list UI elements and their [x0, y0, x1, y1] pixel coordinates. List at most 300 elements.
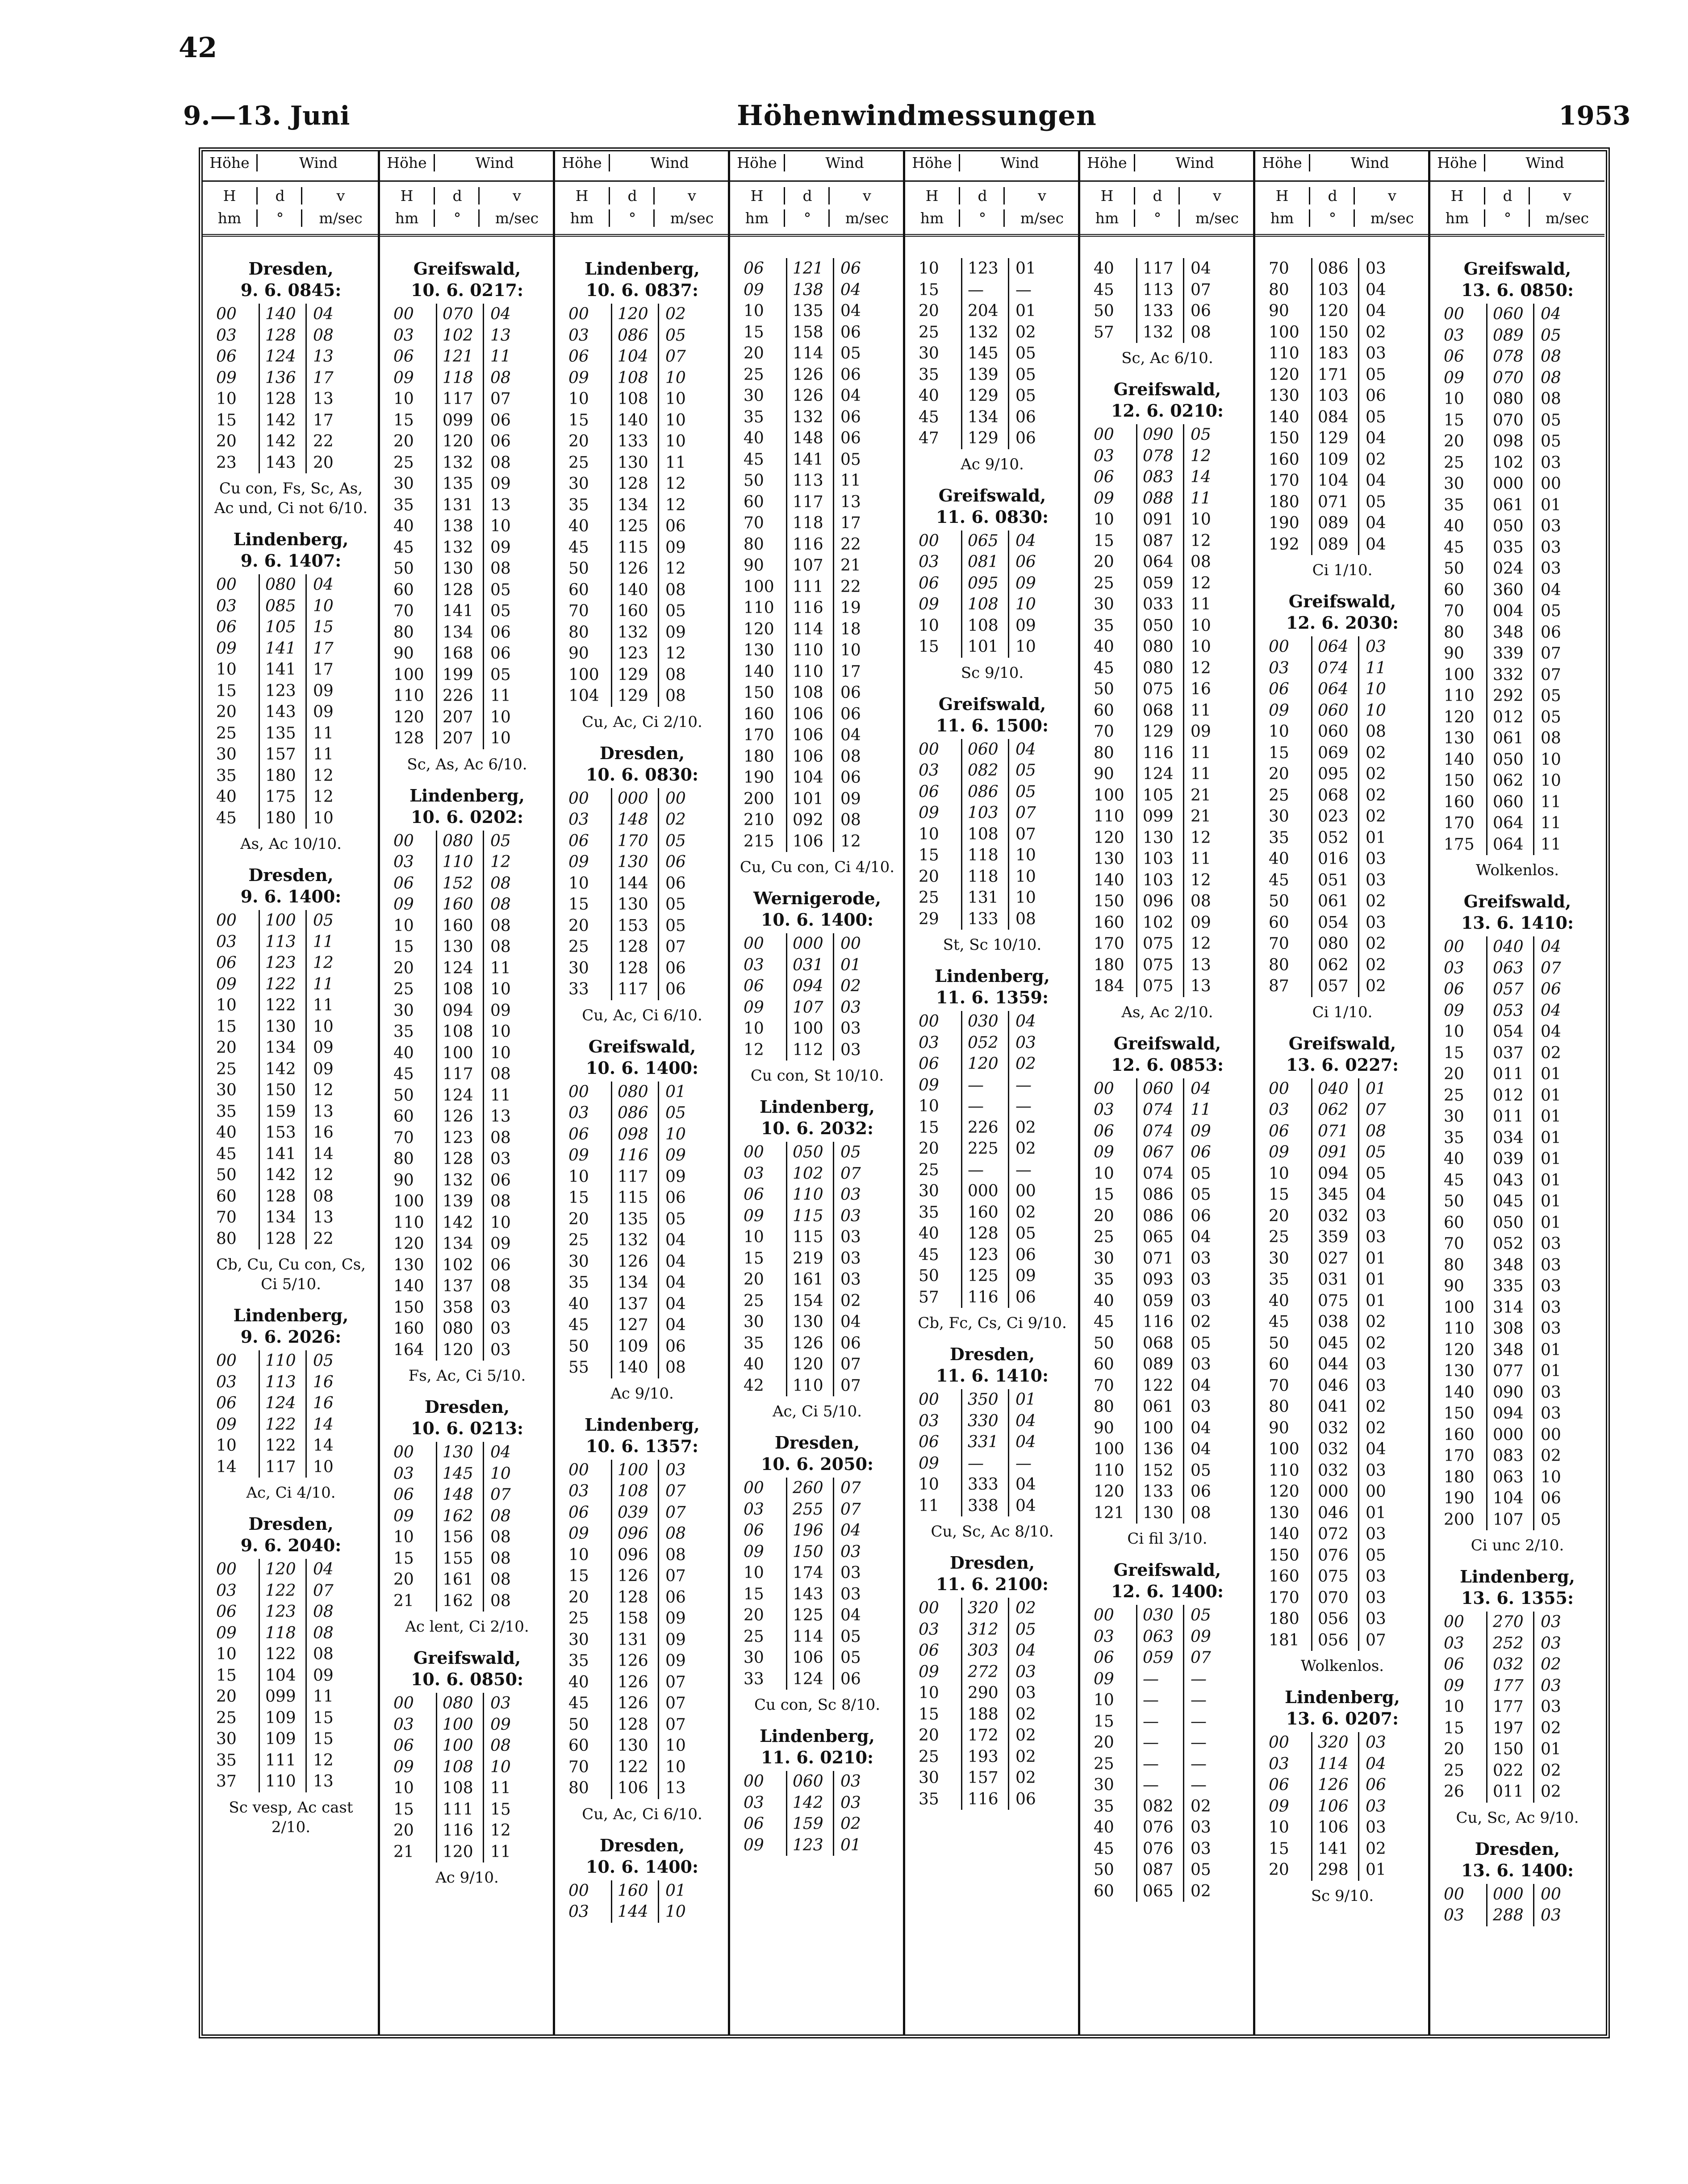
height-value: 130 — [1444, 729, 1475, 747]
header-unit-ms: m/sec — [301, 209, 379, 227]
speed-value: 06 — [833, 682, 876, 704]
direction-value: 170 — [611, 831, 658, 852]
height-value: 25 — [919, 1747, 939, 1766]
station-time: 10. 6. 1400: — [585, 1856, 699, 1877]
table-row — [216, 1457, 379, 1478]
table-row — [1094, 1503, 1254, 1524]
height-value: 50 — [1094, 302, 1114, 320]
table-row — [568, 1629, 729, 1651]
height-value: 15 — [216, 1017, 237, 1036]
direction-value: 142 — [259, 410, 305, 431]
height-value: 30 — [1094, 595, 1114, 614]
table-row — [1094, 551, 1254, 573]
table-row — [1444, 1382, 1604, 1403]
direction-value: 076 — [1311, 1545, 1358, 1566]
speed-value: 09 — [833, 789, 876, 810]
speed-value: — — [1183, 1711, 1226, 1733]
table-row — [1444, 1445, 1604, 1467]
table-row — [1269, 1754, 1429, 1775]
height-value: 80 — [1269, 1398, 1289, 1416]
table-row — [1444, 410, 1604, 431]
direction-value: 126 — [611, 1650, 658, 1672]
height-value: 60 — [568, 580, 589, 599]
height-value: 25 — [1094, 1228, 1114, 1246]
measurement-rows — [1444, 304, 1604, 855]
speed-value: 06 — [483, 643, 526, 664]
direction-value: 108 — [961, 594, 1008, 615]
table-row — [744, 1354, 904, 1375]
height-value: 03 — [919, 1620, 939, 1639]
table-row — [393, 537, 554, 559]
speed-value: 03 — [1358, 848, 1401, 870]
table-row — [216, 1059, 379, 1080]
table-row — [1444, 452, 1604, 474]
speed-value: 03 — [833, 1184, 876, 1206]
table-row — [568, 1545, 729, 1566]
height-value: 50 — [216, 1166, 237, 1184]
table-row — [216, 1686, 379, 1708]
height-value: 50 — [393, 560, 414, 578]
speed-value: 07 — [658, 1502, 701, 1524]
height-value: 10 — [919, 1097, 939, 1115]
table-row — [393, 1000, 554, 1022]
speed-value: 04 — [1183, 1227, 1226, 1248]
header-double-rule — [905, 234, 1079, 237]
direction-value: 031 — [1311, 1269, 1358, 1290]
table-row — [744, 258, 904, 280]
height-value: 09 — [1444, 368, 1464, 387]
table-row — [1094, 1460, 1254, 1482]
table-row — [919, 1746, 1079, 1768]
speed-value: 03 — [1533, 1318, 1576, 1340]
speed-value: 17 — [305, 638, 349, 660]
height-value: 40 — [1094, 638, 1114, 656]
direction-value: 061 — [1311, 891, 1358, 912]
height-value: 20 — [216, 1687, 237, 1706]
speed-value: 08 — [658, 685, 701, 707]
table-row — [1094, 1881, 1254, 1902]
direction-value: 128 — [611, 473, 658, 495]
speed-value: 05 — [658, 831, 701, 852]
speed-value: 08 — [483, 1735, 526, 1757]
speed-value: 12 — [483, 852, 526, 873]
speed-value: 02 — [1358, 1311, 1401, 1333]
table-row — [1269, 1460, 1429, 1482]
height-value: 40 — [1269, 850, 1289, 868]
speed-value: 03 — [1533, 1696, 1576, 1718]
direction-value: 117 — [436, 1064, 483, 1085]
table-row — [1444, 431, 1604, 452]
speed-value: 04 — [1358, 301, 1401, 322]
speed-value: 09 — [1183, 1626, 1226, 1648]
direction-value: 122 — [259, 974, 305, 995]
table-row — [1444, 1021, 1604, 1043]
height-value: 70 — [1444, 1235, 1464, 1253]
height-value: 09 — [744, 1836, 764, 1854]
height-value: 20 — [1444, 1065, 1464, 1083]
direction-value: 174 — [786, 1562, 833, 1584]
table-row — [216, 744, 379, 765]
direction-value: 100 — [259, 910, 305, 931]
speed-value: — — [1008, 1075, 1051, 1096]
table-row — [216, 786, 379, 808]
table-row — [744, 407, 904, 428]
direction-value: 110 — [786, 1375, 833, 1397]
height-value: 50 — [393, 1086, 414, 1105]
measurement-rows — [393, 1693, 554, 1862]
speed-value: 00 — [1008, 1181, 1051, 1202]
direction-value: — — [1136, 1775, 1183, 1796]
table-row — [393, 936, 554, 958]
height-value: 25 — [744, 365, 764, 384]
speed-value: 07 — [1183, 1647, 1226, 1669]
speed-value: 08 — [1183, 551, 1226, 573]
height-value: 35 — [1444, 1128, 1464, 1147]
header-v: v — [1529, 187, 1604, 205]
speed-value: 08 — [1183, 1503, 1226, 1524]
table-row — [1094, 721, 1254, 743]
direction-value: 114 — [786, 1626, 833, 1648]
height-value: 15 — [919, 1705, 939, 1724]
cloud-observation: Cu, Ac, Ci 6/10. — [582, 1006, 702, 1024]
measurement-rows — [1269, 1078, 1429, 1651]
header-unit-deg: ° — [784, 209, 830, 227]
direction-value: 064 — [1486, 834, 1533, 856]
direction-value: 030 — [961, 1011, 1008, 1032]
speed-value: 21 — [1183, 806, 1226, 827]
direction-value: 000 — [1486, 1884, 1533, 1905]
table-column — [1253, 151, 1429, 2034]
table-row — [1269, 1121, 1429, 1142]
speed-value: 09 — [483, 1714, 526, 1736]
direction-value: 031 — [786, 955, 833, 976]
direction-value: 084 — [1311, 407, 1358, 428]
speed-value: 04 — [1008, 530, 1051, 552]
height-value: 30 — [919, 1182, 939, 1200]
table-row — [1269, 1817, 1429, 1838]
table-row — [744, 1792, 904, 1814]
direction-value: 100 — [786, 1018, 833, 1040]
table-row — [216, 325, 379, 347]
table-row — [1094, 1142, 1254, 1163]
cloud-observation: As, Ac 10/10. — [240, 835, 342, 853]
header-H: H — [400, 187, 414, 205]
table-row — [1269, 1859, 1429, 1881]
speed-value: 17 — [305, 367, 349, 389]
speed-value: 06 — [1008, 407, 1051, 428]
direction-value: — — [1136, 1732, 1183, 1754]
direction-value: 075 — [1311, 1566, 1358, 1587]
table-row — [1094, 636, 1254, 658]
table-row — [568, 1566, 729, 1587]
table-row — [216, 681, 379, 702]
height-value: 20 — [744, 1606, 764, 1624]
table-row — [919, 636, 1079, 658]
table-row — [568, 1230, 729, 1251]
speed-value: 10 — [1008, 887, 1051, 909]
height-value: 03 — [393, 326, 414, 345]
height-value: 09 — [744, 998, 764, 1017]
header-v: v — [1178, 187, 1254, 205]
direction-value: 139 — [961, 364, 1008, 386]
speed-value: 11 — [1358, 658, 1401, 679]
direction-value: 087 — [1136, 1859, 1183, 1881]
speed-value: 08 — [658, 1357, 701, 1378]
height-value: 15 — [1094, 1186, 1114, 1204]
header-double-rule — [203, 234, 379, 237]
direction-value: 113 — [259, 1372, 305, 1393]
station-heading — [380, 1396, 554, 1439]
height-value: 40 — [919, 387, 939, 405]
table-row — [1269, 1503, 1429, 1524]
height-value: 00 — [393, 831, 414, 850]
direction-value: 134 — [611, 1272, 658, 1294]
table-row — [744, 470, 904, 492]
speed-value: 08 — [305, 1186, 349, 1207]
height-value: 06 — [393, 347, 414, 366]
cloud-observation: Ac 9/10. — [961, 455, 1024, 473]
direction-value: 060 — [1486, 792, 1533, 813]
table-row — [216, 1393, 379, 1414]
height-value: 09 — [393, 368, 414, 387]
table-row — [919, 1287, 1079, 1308]
height-value: 120 — [393, 1235, 424, 1253]
table-row — [1094, 1269, 1254, 1290]
height-value: 15 — [393, 938, 414, 956]
height-value: 15 — [393, 1549, 414, 1568]
height-value: 20 — [568, 1210, 589, 1228]
station-name: Dresden, — [1475, 1838, 1560, 1859]
direction-value: 150 — [259, 1080, 305, 1101]
height-value: 29 — [919, 910, 939, 928]
direction-value: 207 — [436, 707, 483, 728]
table-row — [919, 1683, 1079, 1704]
speed-value: 03 — [1358, 1817, 1401, 1838]
speed-value: 06 — [833, 407, 876, 428]
speed-value: 03 — [1533, 1403, 1576, 1424]
height-value: 30 — [919, 1769, 939, 1787]
station-time: 11. 6. 1359: — [936, 987, 1049, 1007]
speed-value: 01 — [1358, 1269, 1401, 1290]
direction-value: 153 — [259, 1122, 305, 1144]
height-value: 70 — [568, 1758, 589, 1776]
direction-value: 188 — [961, 1704, 1008, 1725]
direction-value: 120 — [436, 1340, 483, 1361]
speed-value: 03 — [833, 1269, 876, 1290]
direction-value: 094 — [786, 976, 833, 997]
speed-value: 06 — [833, 428, 876, 449]
height-value: 20 — [1094, 1733, 1114, 1752]
header-rule — [380, 180, 554, 182]
direction-value: 082 — [961, 760, 1008, 781]
height-value: 06 — [216, 347, 237, 366]
speed-value: 20 — [305, 452, 349, 474]
direction-value: 032 — [1486, 1654, 1533, 1675]
station-heading — [905, 485, 1079, 528]
speed-value: 10 — [305, 596, 349, 617]
header-rule — [555, 180, 729, 182]
table-row — [216, 452, 379, 474]
station-time: 10. 6. 0850: — [410, 1669, 524, 1689]
table-row — [919, 594, 1079, 615]
table-row — [1269, 1775, 1429, 1796]
height-value: 130 — [1269, 387, 1299, 405]
station-name: Greifswald, — [938, 693, 1046, 714]
direction-value: 106 — [611, 1778, 658, 1799]
direction-value: 172 — [961, 1725, 1008, 1746]
speed-value: 12 — [305, 1165, 349, 1186]
speed-value: 08 — [833, 810, 876, 831]
measurement-rows — [1444, 1884, 1604, 1926]
height-value: 57 — [1094, 323, 1114, 342]
table-row — [919, 866, 1079, 888]
header-unit-ms: m/sec — [1354, 209, 1429, 227]
table-row — [393, 1842, 554, 1863]
header-unit-ms: m/sec — [1003, 209, 1079, 227]
cloud-observation: Cu con, St 10/10. — [750, 1067, 884, 1085]
height-value: 00 — [1269, 1079, 1289, 1098]
height-value: 140 — [1444, 750, 1475, 769]
table-row — [393, 1442, 554, 1463]
height-value: 25 — [216, 724, 237, 743]
direction-value: 197 — [1486, 1718, 1533, 1739]
table-row — [919, 385, 1079, 407]
direction-value: 037 — [1486, 1043, 1533, 1064]
direction-value: 041 — [1311, 1396, 1358, 1418]
table-row — [393, 1170, 554, 1191]
speed-value: 04 — [658, 1315, 701, 1336]
direction-value: 112 — [786, 1040, 833, 1061]
table-row — [1269, 449, 1429, 471]
speed-value: 10 — [483, 707, 526, 728]
cloud-observation: Wolkenlos. — [1475, 861, 1559, 879]
table-row — [1444, 1297, 1604, 1319]
table-row — [1094, 1838, 1254, 1860]
header-v: v — [1354, 187, 1429, 205]
header-H: H — [1450, 187, 1464, 205]
height-value: 06 — [919, 1641, 939, 1660]
height-value: 160 — [1094, 913, 1124, 932]
station-time: 12. 6. 1400: — [1111, 1581, 1224, 1601]
speed-value: 07 — [833, 1499, 876, 1520]
direction-value: 320 — [961, 1598, 1008, 1619]
speed-value: 04 — [1183, 258, 1226, 280]
height-value: 40 — [568, 1295, 589, 1313]
speed-value: 04 — [305, 574, 349, 596]
direction-value: 141 — [259, 659, 305, 681]
speed-value: 06 — [1533, 622, 1576, 643]
speed-value: 03 — [1533, 537, 1576, 559]
table-row — [919, 909, 1079, 930]
height-value: 15 — [216, 411, 237, 430]
table-row — [1094, 1647, 1254, 1669]
table-row — [216, 1559, 379, 1580]
table-row — [919, 428, 1079, 449]
direction-value: 059 — [1136, 1290, 1183, 1312]
table-row — [919, 1053, 1079, 1075]
speed-value: 01 — [1533, 1127, 1576, 1149]
table-row — [216, 346, 379, 367]
table-row — [919, 301, 1079, 322]
height-value: 03 — [1094, 447, 1114, 465]
direction-value: 108 — [961, 615, 1008, 637]
speed-value: 10 — [483, 1212, 526, 1234]
speed-value: 17 — [833, 661, 876, 683]
height-value: 110 — [393, 1213, 424, 1232]
direction-value: 143 — [259, 452, 305, 474]
height-value: 20 — [1269, 765, 1289, 783]
height-value: 10 — [744, 302, 764, 320]
direction-value: 000 — [1486, 473, 1533, 495]
station-name: Lindenberg, — [935, 966, 1050, 986]
table-row — [568, 1481, 729, 1502]
speed-value: 08 — [1358, 721, 1401, 743]
header-double-rule — [1255, 234, 1429, 237]
station-name: Dresden, — [599, 1835, 685, 1855]
height-value: 140 — [1269, 408, 1299, 426]
direction-value: 054 — [1486, 1021, 1533, 1043]
speed-value: 09 — [658, 1166, 701, 1188]
direction-value: 123 — [259, 1601, 305, 1623]
direction-value: 120 — [1311, 301, 1358, 322]
table-row — [744, 1040, 904, 1061]
speed-value: 07 — [833, 1354, 876, 1375]
height-value: 20 — [1444, 1740, 1464, 1758]
direction-value: 116 — [611, 1145, 658, 1166]
measurement-rows — [1444, 1612, 1604, 1803]
table-row — [393, 516, 554, 537]
table-row — [216, 659, 379, 681]
speed-value: 10 — [1008, 594, 1051, 615]
speed-value: 10 — [305, 1457, 349, 1478]
direction-value: 128 — [259, 388, 305, 410]
direction-value: 100 — [611, 1460, 658, 1481]
height-value: 130 — [1444, 1362, 1475, 1380]
cloud-observation: Ac 9/10. — [610, 1384, 674, 1403]
speed-value: 02 — [1358, 891, 1401, 912]
table-row — [1269, 1184, 1429, 1206]
table-row — [1444, 1509, 1604, 1531]
speed-value: 08 — [305, 1601, 349, 1623]
table-row — [568, 873, 729, 894]
table-row — [1269, 1396, 1429, 1418]
cloud-observation: Sc 9/10. — [1311, 1887, 1374, 1905]
table-row — [216, 808, 379, 829]
table-row — [1094, 1859, 1254, 1881]
height-value: 35 — [568, 496, 589, 514]
speed-value: 02 — [1533, 1760, 1576, 1782]
speed-value: 12 — [658, 495, 701, 516]
speed-value: 10 — [305, 808, 349, 829]
height-value: 00 — [216, 576, 237, 594]
speed-value: 05 — [1358, 1163, 1401, 1185]
direction-value: 129 — [961, 428, 1008, 449]
header-unit-deg: ° — [1484, 209, 1530, 227]
height-value: 50 — [919, 1267, 939, 1285]
table-row — [568, 1523, 729, 1545]
speed-value: 08 — [483, 915, 526, 937]
table-row — [1269, 364, 1429, 386]
column-body — [1430, 247, 1604, 1926]
direction-value: 099 — [1136, 806, 1183, 827]
height-value: 80 — [1444, 1256, 1464, 1274]
measurement-rows — [744, 933, 904, 1061]
height-value: 06 — [919, 782, 939, 801]
height-value: 192 — [1269, 535, 1299, 554]
station-heading — [203, 258, 379, 301]
direction-value: 086 — [611, 1102, 658, 1124]
table-row — [919, 1075, 1079, 1096]
